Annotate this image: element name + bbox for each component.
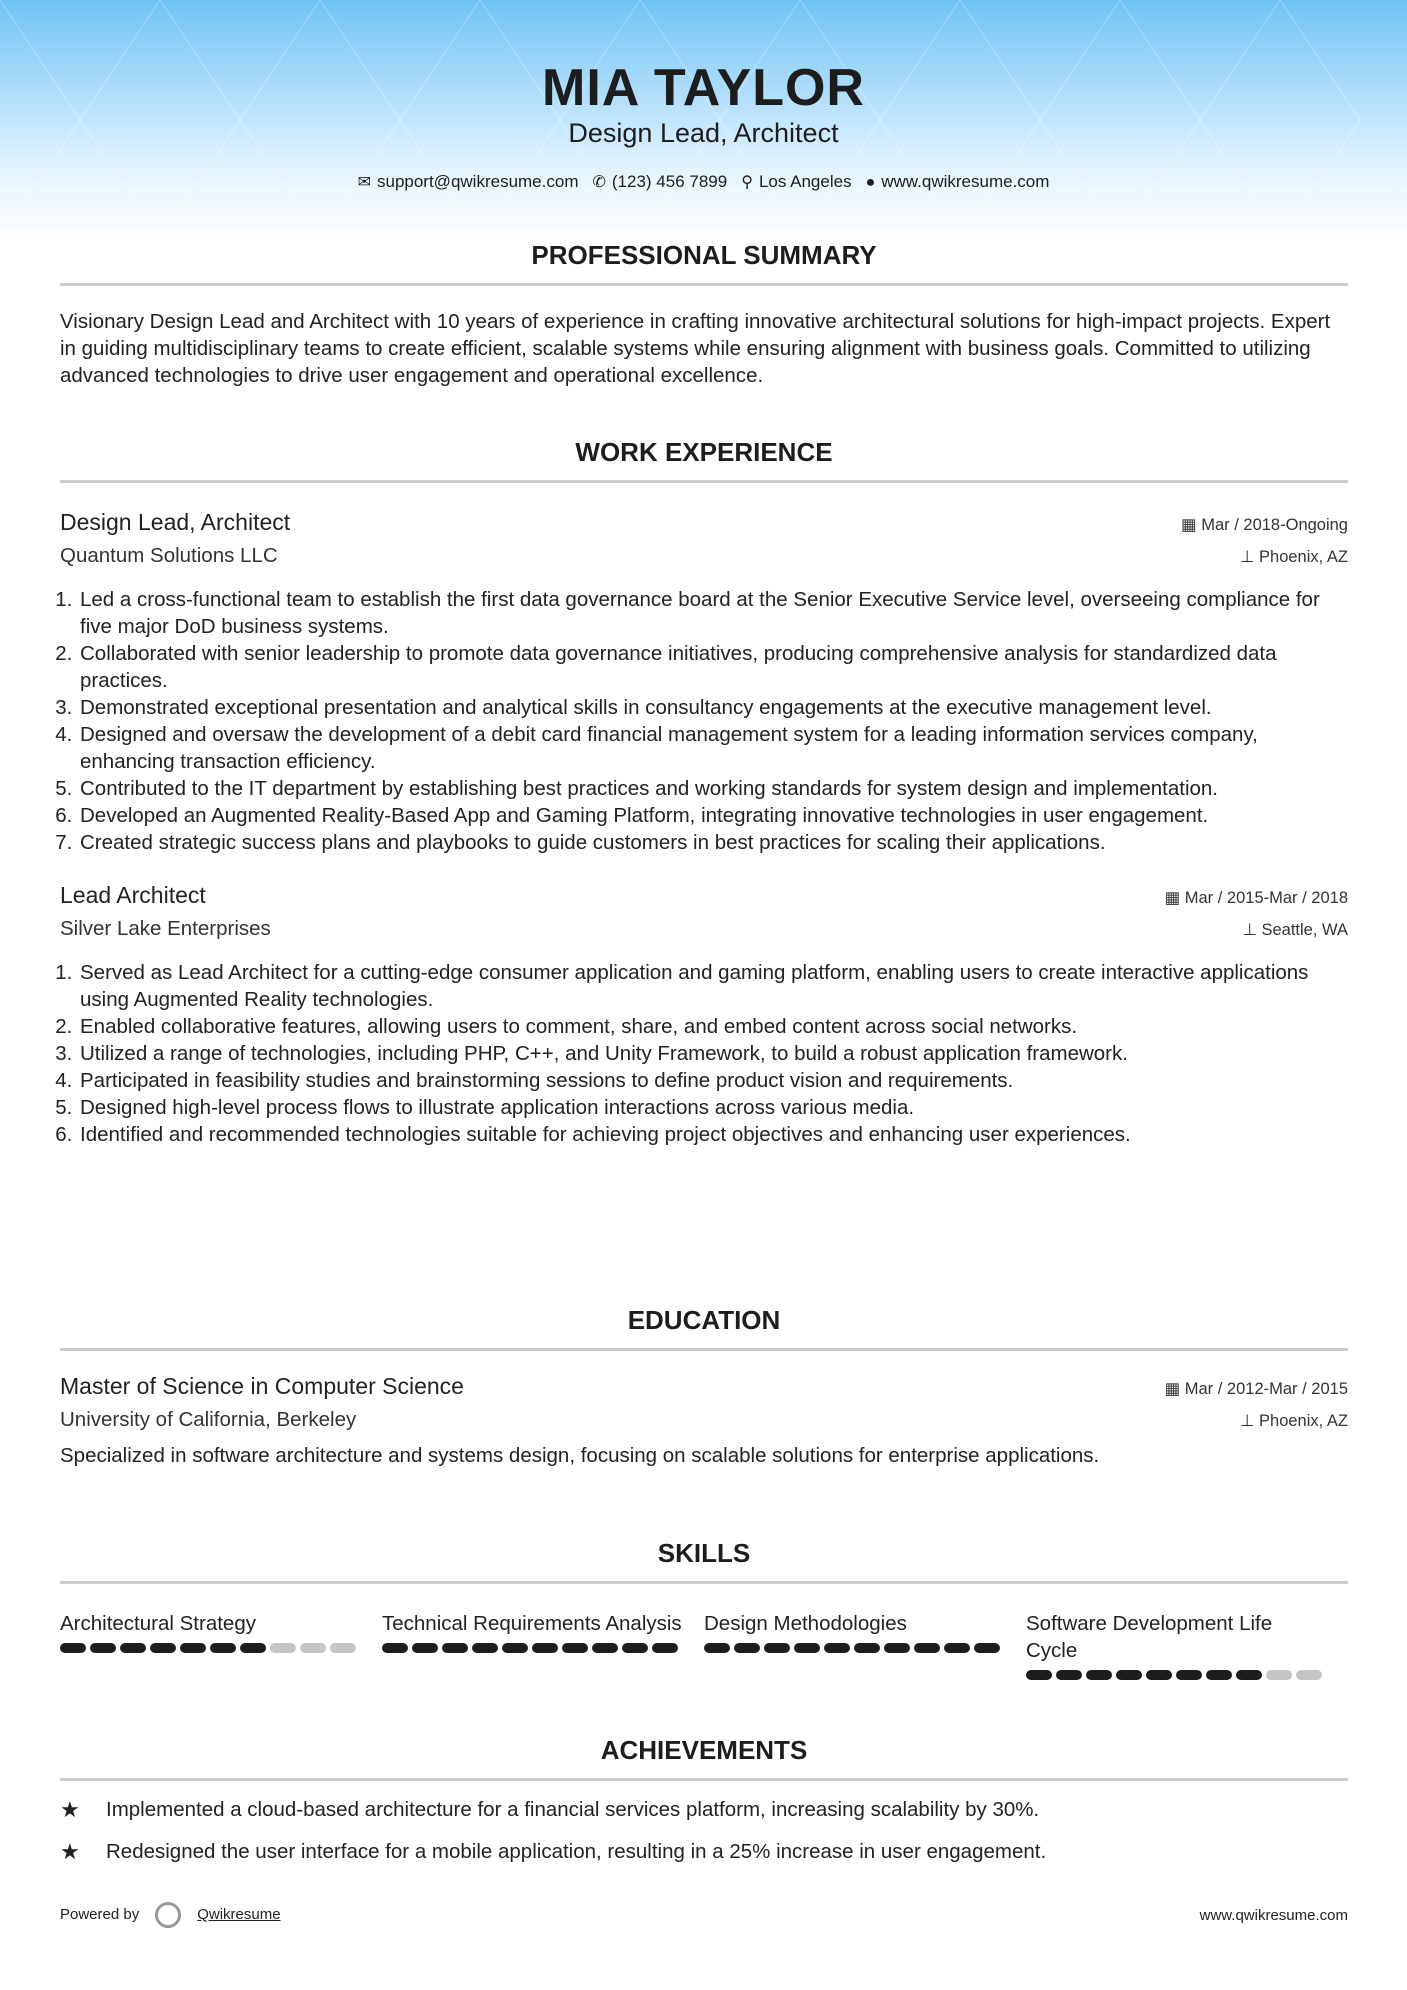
- skill-level-segment: [532, 1643, 558, 1653]
- skill-level-segment: [914, 1643, 940, 1653]
- bullet: 4. Participated in feasibility studies and brainstorming sessions to define product vision and requirements.: [78, 1067, 1348, 1094]
- skill-item: [60, 1610, 382, 1680]
- powered-by: Powered by: [60, 1905, 140, 1923]
- phone: (123) 456 7899: [611, 172, 728, 191]
- skill-item: [382, 1610, 704, 1680]
- job-title: Lead Architect: [60, 882, 206, 908]
- section-heading: PROFESSIONAL SUMMARY: [60, 240, 1348, 286]
- map-pin-icon: ⚲: [741, 174, 753, 191]
- pin-icon: ⊥: [1242, 921, 1262, 939]
- skill-level-segment: [210, 1643, 236, 1653]
- achievement-item: [60, 1797, 1348, 1823]
- summary-section: [60, 240, 1348, 389]
- footer: [60, 1902, 1348, 1928]
- location: Los Angeles: [758, 172, 852, 191]
- skill-level-segment: [1056, 1670, 1082, 1680]
- skill-level-segment: [1206, 1670, 1232, 1680]
- skill-level-segment: [974, 1643, 1000, 1653]
- email[interactable]: support@qwikresume.com: [376, 172, 579, 191]
- skill-name: Software Development Life Cycle: [1026, 1612, 1273, 1662]
- summary-text: Visionary Design Lead and Architect with 10 years of experience in crafting innovative architectural solutions for high-impact projects. Expert in guiding multidisciplinary teams to create efficient, scalable systems while ensuring alignment with business goals. Committed to utilizing advanced technologies to drive user engagement and operational excellence.: [60, 310, 1331, 387]
- skill-level-segment: [704, 1643, 730, 1653]
- star-icon: ★: [60, 1839, 80, 1864]
- skill-item: [704, 1610, 1026, 1680]
- skill-level-segment: [60, 1643, 86, 1653]
- footer-website[interactable]: www.qwikresume.com: [1199, 1906, 1348, 1924]
- skill-bar: [1026, 1670, 1348, 1680]
- bullet: 5. Designed high-level process flows to illustrate application interactions across various media.: [78, 1094, 1348, 1121]
- location: Phoenix, AZ: [1259, 1412, 1348, 1430]
- degree: Master of Science in Computer Science: [60, 1373, 464, 1399]
- skill-level-segment: [794, 1643, 820, 1653]
- education-section: [60, 1305, 1348, 1469]
- skill-level-segment: [854, 1643, 880, 1653]
- calendar-icon: ▦: [1164, 889, 1185, 907]
- skill-level-segment: [120, 1643, 146, 1653]
- bullet: 4. Designed and oversaw the development of a debit card financial management system for a leading information services company, enhancing transaction efficiency.: [78, 721, 1348, 775]
- calendar-icon: ▦: [1164, 1380, 1185, 1398]
- skill-name: Technical Requirements Analysis: [382, 1612, 682, 1635]
- achievements-section: [60, 1735, 1348, 1865]
- header-banner: [0, 0, 1407, 240]
- envelope-icon: ✉: [357, 174, 371, 191]
- skills-section: [60, 1538, 1348, 1680]
- candidate-title: Design Lead, Architect: [568, 118, 839, 148]
- skill-bar: [60, 1643, 382, 1653]
- skill-level-segment: [412, 1643, 438, 1653]
- website[interactable]: www.qwikresume.com: [881, 172, 1050, 191]
- pin-icon: ⊥: [1240, 548, 1260, 566]
- skill-level-segment: [1236, 1670, 1262, 1680]
- education-text: Specialized in software architecture and systems design, focusing on scalable solutions for enterprise applications.: [60, 1444, 1100, 1467]
- skill-item: [1026, 1610, 1348, 1680]
- skill-level-segment: [300, 1643, 326, 1653]
- company: Silver Lake Enterprises: [60, 917, 271, 940]
- dates: Mar / 2018-Ongoing: [1201, 516, 1348, 534]
- location: Seattle, WA: [1261, 921, 1348, 939]
- skill-level-segment: [382, 1643, 408, 1653]
- pin-icon: ⊥: [1240, 1412, 1260, 1430]
- skill-level-segment: [1086, 1670, 1112, 1680]
- section-heading: WORK EXPERIENCE: [60, 437, 1348, 483]
- bullet: 2. Collaborated with senior leadership to promote data governance initiatives, producing comprehensive analysis for standardized data practices.: [78, 640, 1348, 694]
- phone-icon: ✆: [592, 174, 606, 191]
- skill-name: Architectural Strategy: [60, 1612, 256, 1635]
- skill-level-segment: [1026, 1670, 1052, 1680]
- company: Quantum Solutions LLC: [60, 544, 278, 567]
- achievement-item: [60, 1839, 1348, 1865]
- skill-level-segment: [1176, 1670, 1202, 1680]
- brand-link[interactable]: Qwikresume: [197, 1905, 281, 1923]
- section-heading: ACHIEVEMENTS: [60, 1735, 1348, 1781]
- skill-level-segment: [240, 1643, 266, 1653]
- skill-level-segment: [592, 1643, 618, 1653]
- skill-level-segment: [562, 1643, 588, 1653]
- skill-level-segment: [824, 1643, 850, 1653]
- bullet: 6. Identified and recommended technologies suitable for achieving project objectives and enhancing user experiences.: [78, 1121, 1348, 1148]
- skill-level-segment: [944, 1643, 970, 1653]
- job-entry: [60, 882, 1348, 1148]
- candidate-name: MIA TAYLOR: [542, 59, 865, 117]
- skill-level-segment: [764, 1643, 790, 1653]
- skill-level-segment: [622, 1643, 648, 1653]
- skill-bar: [704, 1643, 1026, 1653]
- job-entry: [60, 509, 1348, 856]
- bullet: 3. Utilized a range of technologies, including PHP, C++, and Unity Framework, to build a robust application framework.: [78, 1040, 1348, 1067]
- skill-level-segment: [270, 1643, 296, 1653]
- contact-info: [0, 172, 1407, 192]
- skill-level-segment: [1146, 1670, 1172, 1680]
- bullet: 1. Led a cross-functional team to establish the first data governance board at the Senior Executive Service level, overseeing compliance for five major DoD business systems.: [78, 586, 1348, 640]
- achievement-text: Redesigned the user interface for a mobile application, resulting in a 25% increase in user engagement.: [106, 1840, 1047, 1863]
- dates: Mar / 2015-Mar / 2018: [1184, 889, 1348, 907]
- skill-level-segment: [652, 1643, 678, 1653]
- skill-name: Design Methodologies: [704, 1612, 907, 1635]
- calendar-icon: ▦: [1181, 516, 1202, 534]
- job-title: Design Lead, Architect: [60, 509, 291, 535]
- skill-level-segment: [442, 1643, 468, 1653]
- skill-level-segment: [330, 1643, 356, 1653]
- bullet: 2. Enabled collaborative features, allowing users to comment, share, and embed content across social networks.: [78, 1013, 1348, 1040]
- skill-level-segment: [472, 1643, 498, 1653]
- location: Phoenix, AZ: [1259, 548, 1348, 566]
- bullet: 3. Demonstrated exceptional presentation and analytical skills in consultancy engagements at the executive management level.: [78, 694, 1348, 721]
- skill-bar: [382, 1643, 704, 1653]
- skill-level-segment: [734, 1643, 760, 1653]
- skill-level-segment: [1266, 1670, 1292, 1680]
- skill-level-segment: [884, 1643, 910, 1653]
- experience-section: [60, 437, 1348, 1148]
- school: University of California, Berkeley: [60, 1408, 357, 1431]
- bullet: 7. Created strategic success plans and playbooks to guide customers in best practices for scaling their applications.: [78, 829, 1348, 856]
- skill-level-segment: [90, 1643, 116, 1653]
- skill-level-segment: [150, 1643, 176, 1653]
- skill-level-segment: [502, 1643, 528, 1653]
- bullet: 6. Developed an Augmented Reality-Based App and Gaming Platform, integrating innovative technologies in user engagement.: [78, 802, 1348, 829]
- bullet: 5. Contributed to the IT department by establishing best practices and working standards for system design and implementation.: [78, 775, 1348, 802]
- globe-icon: ●: [865, 174, 876, 191]
- section-heading: EDUCATION: [60, 1305, 1348, 1351]
- achievement-text: Implemented a cloud-based architecture for a financial services platform, increasing scalability by 30%.: [106, 1798, 1040, 1821]
- skill-level-segment: [1296, 1670, 1322, 1680]
- bullet: 1. Served as Lead Architect for a cutting-edge consumer application and gaming platform, enabling users to create interactive applications using Augmented Reality technologies.: [78, 959, 1348, 1013]
- skill-level-segment: [180, 1643, 206, 1653]
- qwikresume-logo-icon: [155, 1902, 181, 1928]
- star-icon: ★: [60, 1797, 80, 1822]
- dates: Mar / 2012-Mar / 2015: [1184, 1380, 1348, 1398]
- section-heading: SKILLS: [60, 1538, 1348, 1584]
- skill-level-segment: [1116, 1670, 1142, 1680]
